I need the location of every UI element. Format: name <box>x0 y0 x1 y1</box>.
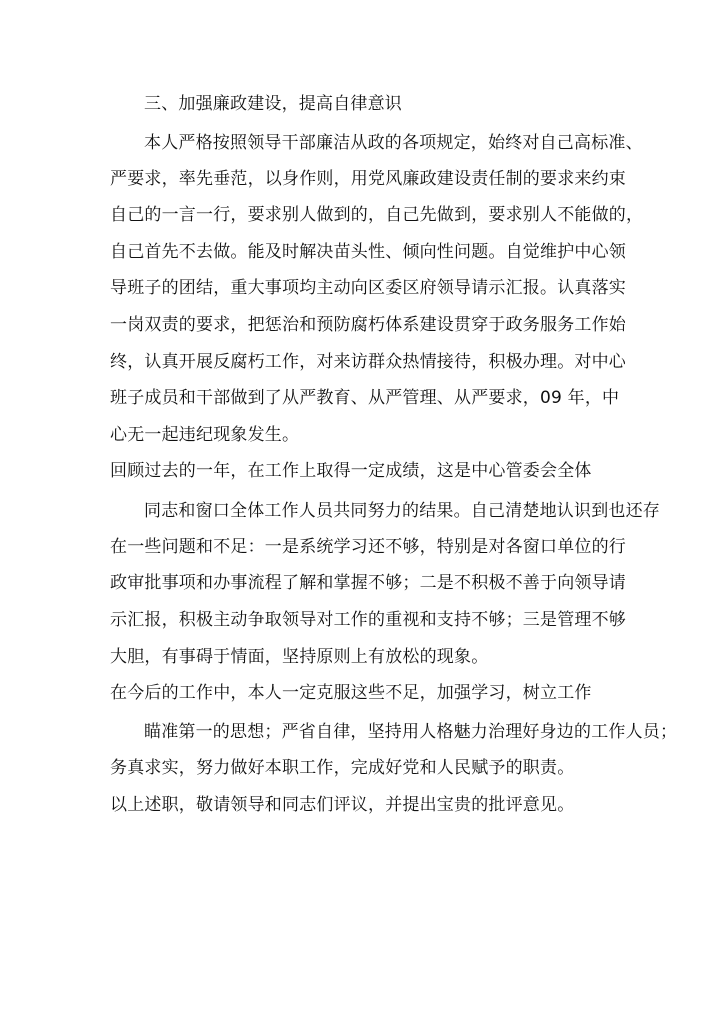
text-line: 政审批事项和办事流程了解和掌握不够；二是不积极不善于向领导请 <box>110 573 626 593</box>
text-line: 本人严格按照领导干部廉洁从政的各项规定，始终对自己高标准、 <box>144 133 643 153</box>
text-line: 严要求，率先垂范，以身作则，用党风廉政建设责任制的要求来约束 <box>110 169 626 189</box>
text-line: 以上述职，敬请领导和同志们评议，并提出宝贵的批评意见。 <box>110 795 575 815</box>
text-line: 在今后的工作中，本人一定克服这些不足，加强学习，树立工作 <box>110 683 592 703</box>
text-line: 终，认真开展反腐朽工作，对来访群众热情接待，积极办理。对中心 <box>110 352 626 372</box>
text-line: 班子成员和干部做到了从严教育、从严管理、从严要求，09 年，中 <box>110 388 620 408</box>
text-line: 务真求实，努力做好本职工作，完成好党和人民赋予的职责。 <box>110 758 575 778</box>
text-line: 导班子的团结，重大事项均主动向区委区府领导请示汇报。认真落实 <box>110 278 626 298</box>
text-line: 自己首先不去做。能及时解决苗头性、倾向性问题。自觉维护中心领 <box>110 242 626 262</box>
text-line: 自己的一言一行，要求别人做到的，自己先做到，要求别人不能做的， <box>110 205 644 225</box>
section-heading: 三、加强廉政建设，提高自律意识 <box>144 94 402 114</box>
text-line: 同志和窗口全体工作人员共同努力的结果。自己清楚地认识到也还存 <box>144 501 660 521</box>
text-line: 瞄准第一的思想；严省自律，坚持用人格魅力治理好身边的工作人员； <box>144 722 678 742</box>
text-line: 一岗双责的要求，把惩治和预防腐朽体系建设贯穿于政务服务工作始 <box>110 315 626 335</box>
text-line: 回顾过去的一年，在工作上取得一定成绩，这是中心管委会全体 <box>110 461 592 481</box>
text-line: 心无一起违纪现象发生。 <box>110 425 300 445</box>
text-line: 大胆，有事碍于情面，坚持原则上有放松的现象。 <box>110 647 489 667</box>
text-line: 示汇报，积极主动争取领导对工作的重视和支持不够；三是管理不够 <box>110 610 626 630</box>
text-line: 在一些问题和不足：一是系统学习还不够，特别是对各窗口单位的行 <box>110 537 626 557</box>
